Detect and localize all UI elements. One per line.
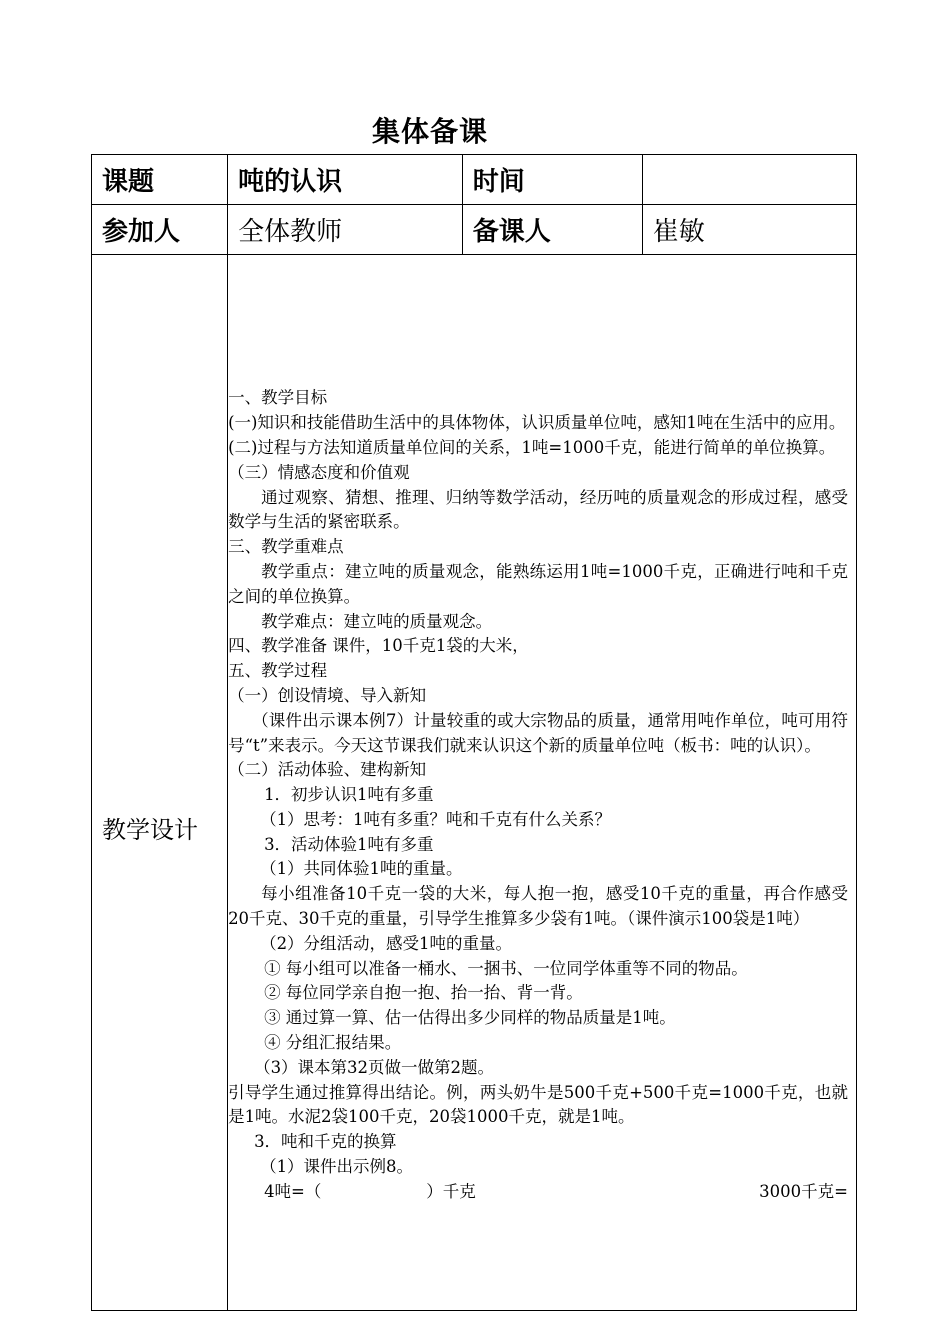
- text-line: 三、教学重难点: [228, 537, 344, 557]
- text-line: （一）创设情境、导入新知: [228, 685, 427, 705]
- text-line: (二)过程与方法知道质量单位间的关系，1吨=1000千克，能进行简单的单位换算。: [228, 437, 836, 457]
- preparer-value: 崔敏: [642, 205, 856, 255]
- table-row: [92, 155, 857, 205]
- lesson-plan-table: [91, 154, 857, 1311]
- text-line: （二）活动体验、建构新知: [228, 760, 427, 780]
- time-value: [642, 155, 856, 205]
- text-line: （1）共同体验1吨的重量。: [260, 859, 463, 879]
- text-line: 3．活动体验1吨有多重: [264, 834, 434, 854]
- text-line: 引导学生通过推算得出结论。例，两头奶牛是500千克+500千克=1000千克，也就是1吨。水泥2袋100千克，20袋1000千克，就是1吨。: [228, 1082, 848, 1127]
- text-line: 1．初步认识1吨有多重: [264, 785, 434, 805]
- text-line: 教学重点：建立吨的质量观念，能熟练运用1吨=1000千克，正确进行吨和千克之间的单位换算。: [228, 561, 848, 606]
- example-line: [228, 1180, 848, 1205]
- example-right: 3000千克=: [759, 1181, 848, 1201]
- text-line: 每小组准备10千克一袋的大米，每人抱一抱，感受10千克的重量，再合作感受20千克、30千克的重量，引导学生推算多少袋有1吨。（课件演示100袋是1吨）: [228, 884, 848, 929]
- text-line: 通过观察、猜想、推理、归纳等数学活动，经历吨的质量观念的形成过程，感受数学与生活的紧密联系。: [228, 487, 848, 532]
- text-line: (一)知识和技能借助生活中的具体物体，认识质量单位吨，感知1吨在生活中的应用。: [228, 413, 846, 433]
- text-line: （2）分组活动，感受1吨的重量。: [260, 933, 513, 953]
- time-label: 时间: [462, 155, 642, 205]
- topic-value: 吨的认识: [228, 155, 463, 205]
- text-line: 一、教学目标: [228, 388, 328, 408]
- table-row: [92, 255, 857, 1311]
- text-line: （1）思考：1吨有多重？吨和千克有什么关系？: [260, 809, 612, 829]
- table-row: [92, 205, 857, 255]
- text-line: 3．吨和千克的换算: [254, 1132, 397, 1152]
- page-title: 集体备课: [371, 115, 488, 148]
- text-line: （1）课件出示例8。: [260, 1157, 414, 1177]
- design-label: 教学设计: [92, 255, 228, 1311]
- preparer-label: 备课人: [462, 205, 642, 255]
- participants-value: 全体教师: [228, 205, 463, 255]
- participants-label: 参加人: [92, 205, 228, 255]
- text-line: 教学难点：建立吨的质量观念。: [261, 611, 493, 631]
- text-line: （三）情感态度和价值观: [228, 462, 410, 482]
- text-line: 四、教学准备 课件，10千克1袋的大米，: [228, 636, 529, 656]
- text-line: （3）课本第32页做一做第2题。: [254, 1057, 495, 1077]
- text-line: ① 每小组可以准备一桶水、一捆书、一位同学体重等不同的物品。: [264, 958, 748, 978]
- text-line: ③ 通过算一算、估一估得出多少同样的物品质量是1吨。: [264, 1008, 676, 1028]
- text-line: ④ 分组汇报结果。: [264, 1033, 402, 1053]
- text-line: ② 每位同学亲自抱一抱、抬一抬、背一背。: [264, 983, 583, 1003]
- example-left: 4吨=（ ）千克: [264, 1181, 476, 1201]
- text-line: （课件出示课本例7）计量较重的或大宗物品的质量，通常用吨作单位，吨可用符号“t”来表示。今天这节课我们就来认识这个新的质量单位吨（板书：吨的认识）。: [228, 710, 848, 755]
- topic-label: 课题: [92, 155, 228, 205]
- design-content: [228, 255, 857, 1311]
- text-line: 五、教学过程: [228, 661, 328, 681]
